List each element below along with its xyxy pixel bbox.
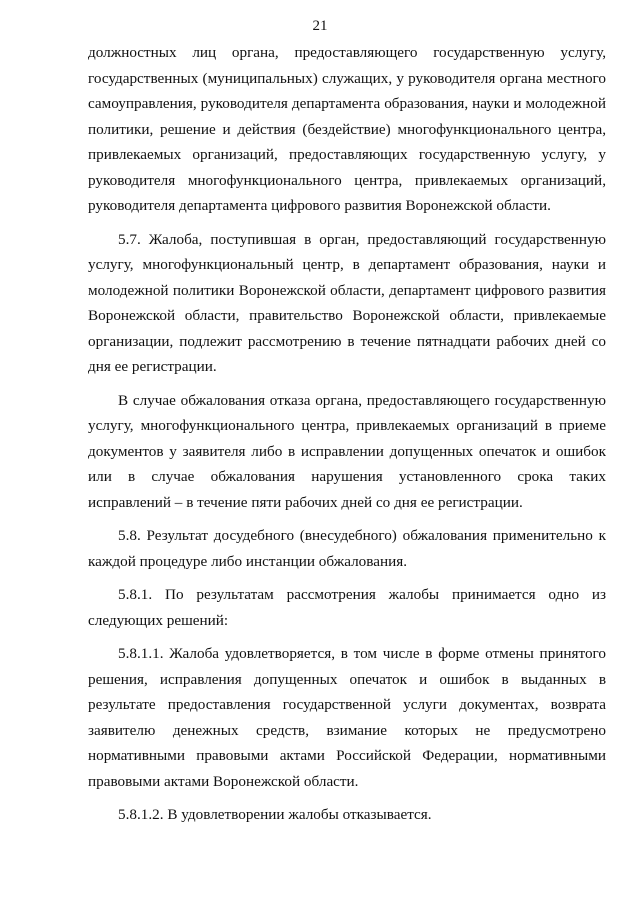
paragraph-5-8-1: 5.8.1. По результатам рассмотрения жалобы принимается одно из следующих решений: xyxy=(88,586,606,629)
paragraph-continued: должностных лиц органа, предоставляющего государственную услугу, государственных (муниципальных) служащих, у руководителя органа местного самоуправления, руководителя департамента образования, науки и молодежной политики, решение и действия (бездействие) многофункционального центра, привлекаемых организаций, предоставляющих государственную услугу, у руководителя многофункционального центра, привлекаемых организаций, руководителя департамента цифрового развития Воронежской области. xyxy=(88,44,606,214)
page-number: 21 xyxy=(312,18,328,34)
paragraph-5-7: 5.7. Жалоба, поступившая в орган, предоставляющий государственную услугу, многофункциональный центр, в департамент образования, науки и молодежной политики Воронежской области, департамент цифрового развития Воронежской области, правительство Воронежской области, привлекаемые организации, подлежит рассмотрению в течение пятнадцати рабочих дней со дня ее регистрации. xyxy=(88,230,606,375)
paragraph-5-8-1-2: 5.8.1.2. В удовлетворении жалобы отказывается. xyxy=(118,806,432,823)
paragraph-5-8-1-1: 5.8.1.1. Жалоба удовлетворяется, в том числе в форме отмены принятого решения, исправления допущенных опечаток и ошибок в выданных в результате предоставления государственной услуги документах, возврата заявителю денежных средств, взимание которых не предусмотрено нормативными правовыми актами Российской Федерации, нормативными правовыми актами Воронежской области. xyxy=(88,645,606,790)
paragraph-5-8: 5.8. Результат досудебного (внесудебного) обжалования применительно к каждой процедуре либо инстанции обжалования. xyxy=(88,527,606,570)
paragraph-refusal-appeal: В случае обжалования отказа органа, предоставляющего государственную услугу, многофункционального центра, привлекаемых организаций в приеме документов у заявителя либо в исправлении допущенных опечаток и ошибок или в случае обжалования нарушения установленного срока таких исправлений – в течение пяти рабочих дней со дня ее регистрации. xyxy=(88,391,606,511)
document-body xyxy=(88,40,606,836)
